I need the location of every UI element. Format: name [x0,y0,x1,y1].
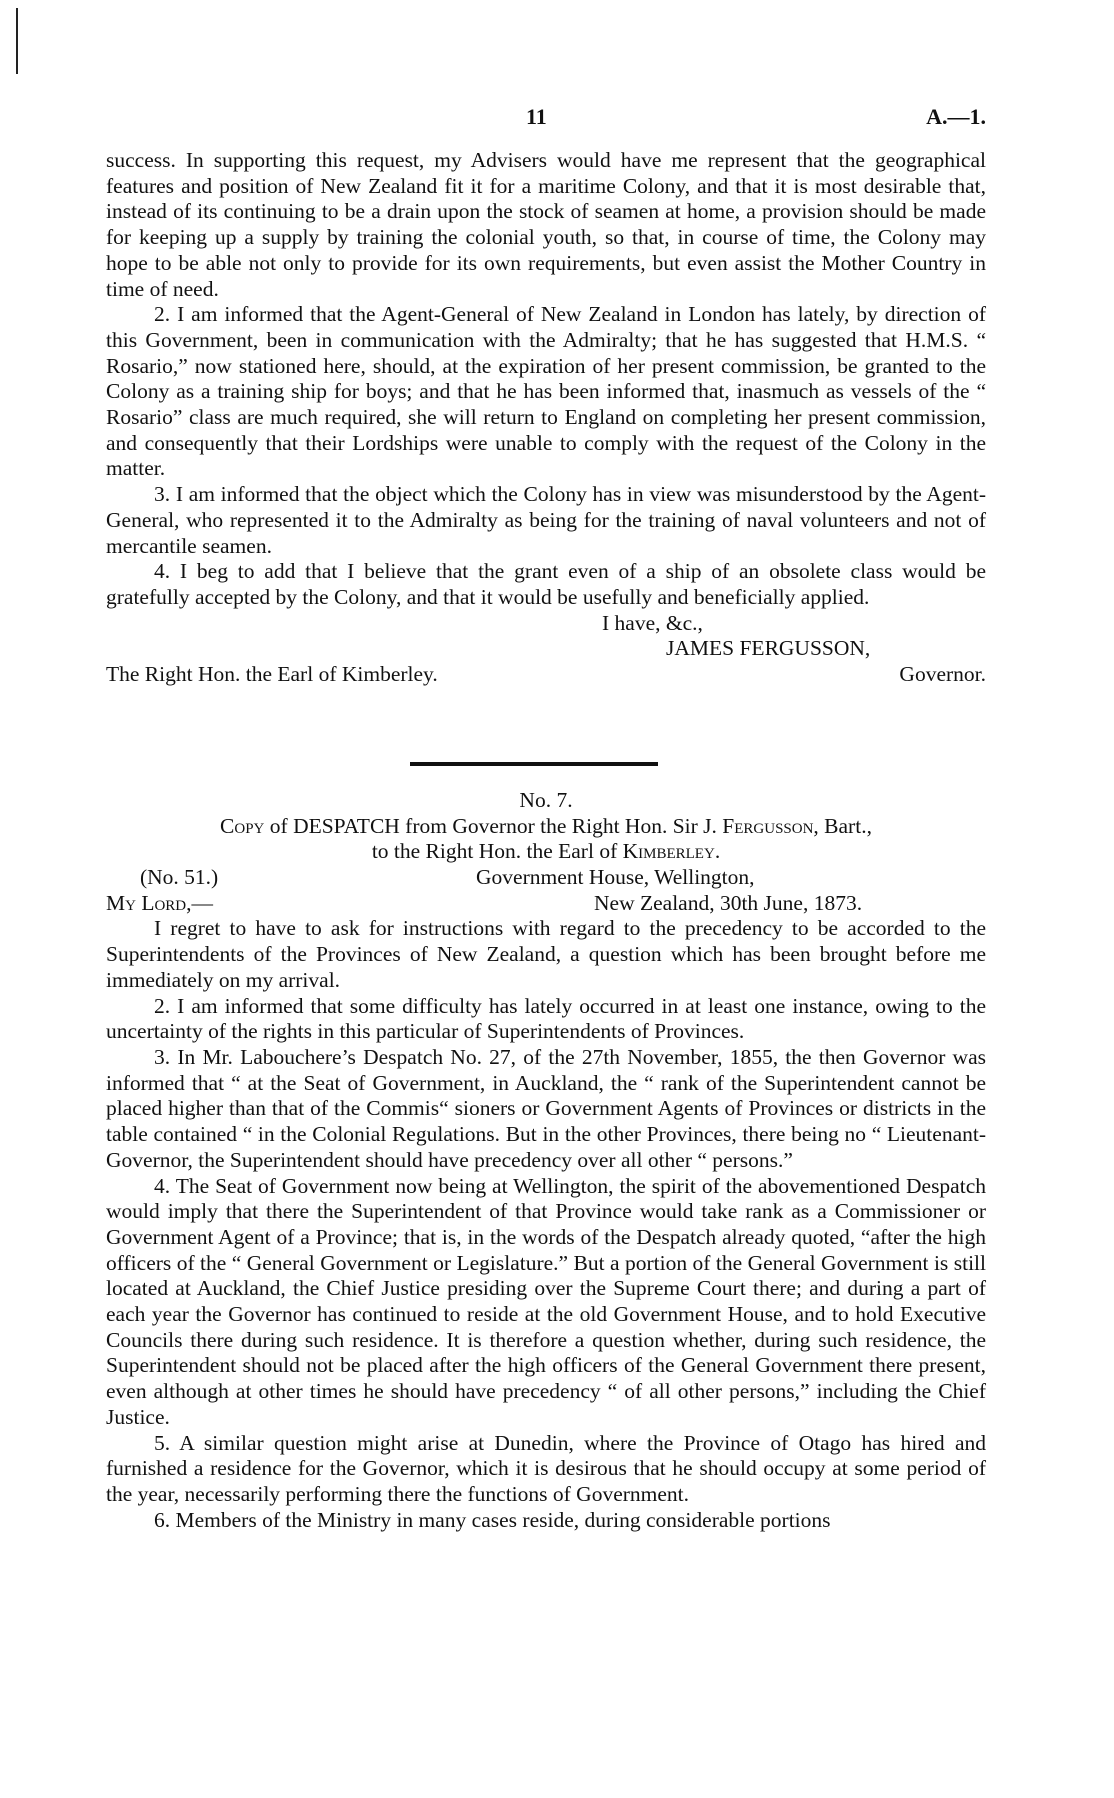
heading-line2: to the Right Hon. the Earl of [371,839,623,864]
addressee-line [106,662,986,688]
despatch-heading [106,814,986,865]
section-divider [410,762,658,766]
address-line-2: New Zealand, 30th June, 1873. [594,890,863,915]
paragraph-3: 3. I am informed that the object which the Colony has in view was misunderstood by the Agent-General, who represented it to the Admiralty as being for the training of naval volunteers and not of mercantile seamen. [106,482,986,558]
despatch-paragraph-2: 2. I am informed that some difficulty has lately occurred in at least one instance, owing to the uncertainty of the rights in this particular of Superintendents of Provinces. [106,993,986,1044]
addressee: The Right Hon. the Earl of Kimberley. [106,662,438,687]
paragraph-4: 4. I beg to add that I believe that the grant even of a ship of an obsolete class would be gratefully accepted by the Colony, and that it would be usefully and beneficially applied. [106,559,986,609]
page-header [106,104,986,134]
signature-line [106,636,986,662]
heading-kimberley: Kimberley [622,839,715,864]
despatch-number: No. 7. [519,788,573,812]
paragraph-2: 2. I am informed that the Agent-General of New Zealand in London has lately, by direction of this Government, been in communication with the Admiralty; that he has suggested that H.M.S. “ Rosario,” now stationed here, should, at the expiration of her present commission, be granted to the Colony as a training ship for boys; and that he has been informed that, inasmuch as vessels of the “ Rosario” class are much required, she will return to England on completing her present commission, and consequently that their Lordships were unable to comply with the request of the Colony in the matter. [106,302,986,481]
despatch-paragraph-6: 6. Members of the Ministry in many cases reside, during considerable portions [154,1507,831,1532]
signatory-title: Governor. [899,662,986,687]
despatch-6-conclusion [106,148,986,688]
heading-bart: , Bart., [813,813,872,838]
despatch-paragraph-4: 4. The Seat of Government now being at Wellington, the spirit of the abovementioned Despatch would imply that there the Superintendent of that Province would take rank as a Commissioner or Government Agent of a Province; that is, in the words of the Despatch already quoted, “after the high officers of the “ General Government or Legislature.” But a portion of the General Government is still located at Auckland, the Chief Justice presiding over the Supreme Court there; and during a part of each year the Governor has continued to reside at the old Government House, and to hold Executive Councils there during such residence. It is therefore a question whether, during such residence, the Superintendent should not be placed after the high officers of the General Government there present, even although at other times he should have precedency “ of all other persons,” including the Chief Justice. [106,1173,986,1429]
continuation-paragraph: success. In supporting this request, my Advisers would have me represent that the geographical features and position of New Zealand fit it for a maritime Colony, and that it is most desirable that, instead of its continuing to be a drain upon the stock of seamen at home, a provision should be made for keeping up a supply by training the colonial youth, so that, in course of time, the Colony may hope to be able not only to provide for its own requirements, but even assist the Mother Country in time of need. [106,148,986,301]
page-number: 11 [526,104,547,129]
heading-mid: of DESPATCH from Governor the Right Hon. Sir J. [264,813,723,838]
despatch-ref-line [106,865,986,891]
despatch-ref-number: (No. 51.) [140,865,219,890]
closing-formula: I have, &c., [602,610,703,635]
signatory-name: JAMES FERGUSSON, [666,636,871,661]
despatch-paragraph-5: 5. A similar question might arise at Dunedin, where the Province of Otago has hired and furnished a residence for the Governor, which it is desirous that he should occupy at some period of the year, necessarily performing there the functions of Government. [106,1430,986,1506]
heading-copy: Copy [220,813,265,838]
paper-reference: A.—1. [926,104,986,129]
salutation-line [106,891,986,917]
heading-fergusson: Fergusson [722,813,814,838]
despatch-paragraph-3: 3. In Mr. Labouchere’s Despatch No. 27, of the 27th November, 1855, the then Governor was informed that “ at the Seat of Government, in Auckland, the “ rank of the Superintendent cannot be placed higher than that of the Commis“ sioners or Government Agents of Provinces or districts in the table contained “ in the Colonial Regulations. But in the other Provinces, there being no “ Lieutenant-Governor, the Superintendent should have precedency over all other “ persons.” [106,1045,986,1172]
closing-line [106,611,986,637]
salutation: My Lord,— [106,890,214,915]
heading-end: . [714,839,721,864]
page-binding-mark [16,8,18,74]
address-line-1: Government House, Wellington, [476,865,755,890]
despatch-7 [106,788,986,1533]
despatch-paragraph-1: I regret to have to ask for instructions with regard to the precedency to be accorded to the Superintendents of the Provinces of New Zealand, a question which has been brought before me immediately on my arrival. [106,916,986,992]
